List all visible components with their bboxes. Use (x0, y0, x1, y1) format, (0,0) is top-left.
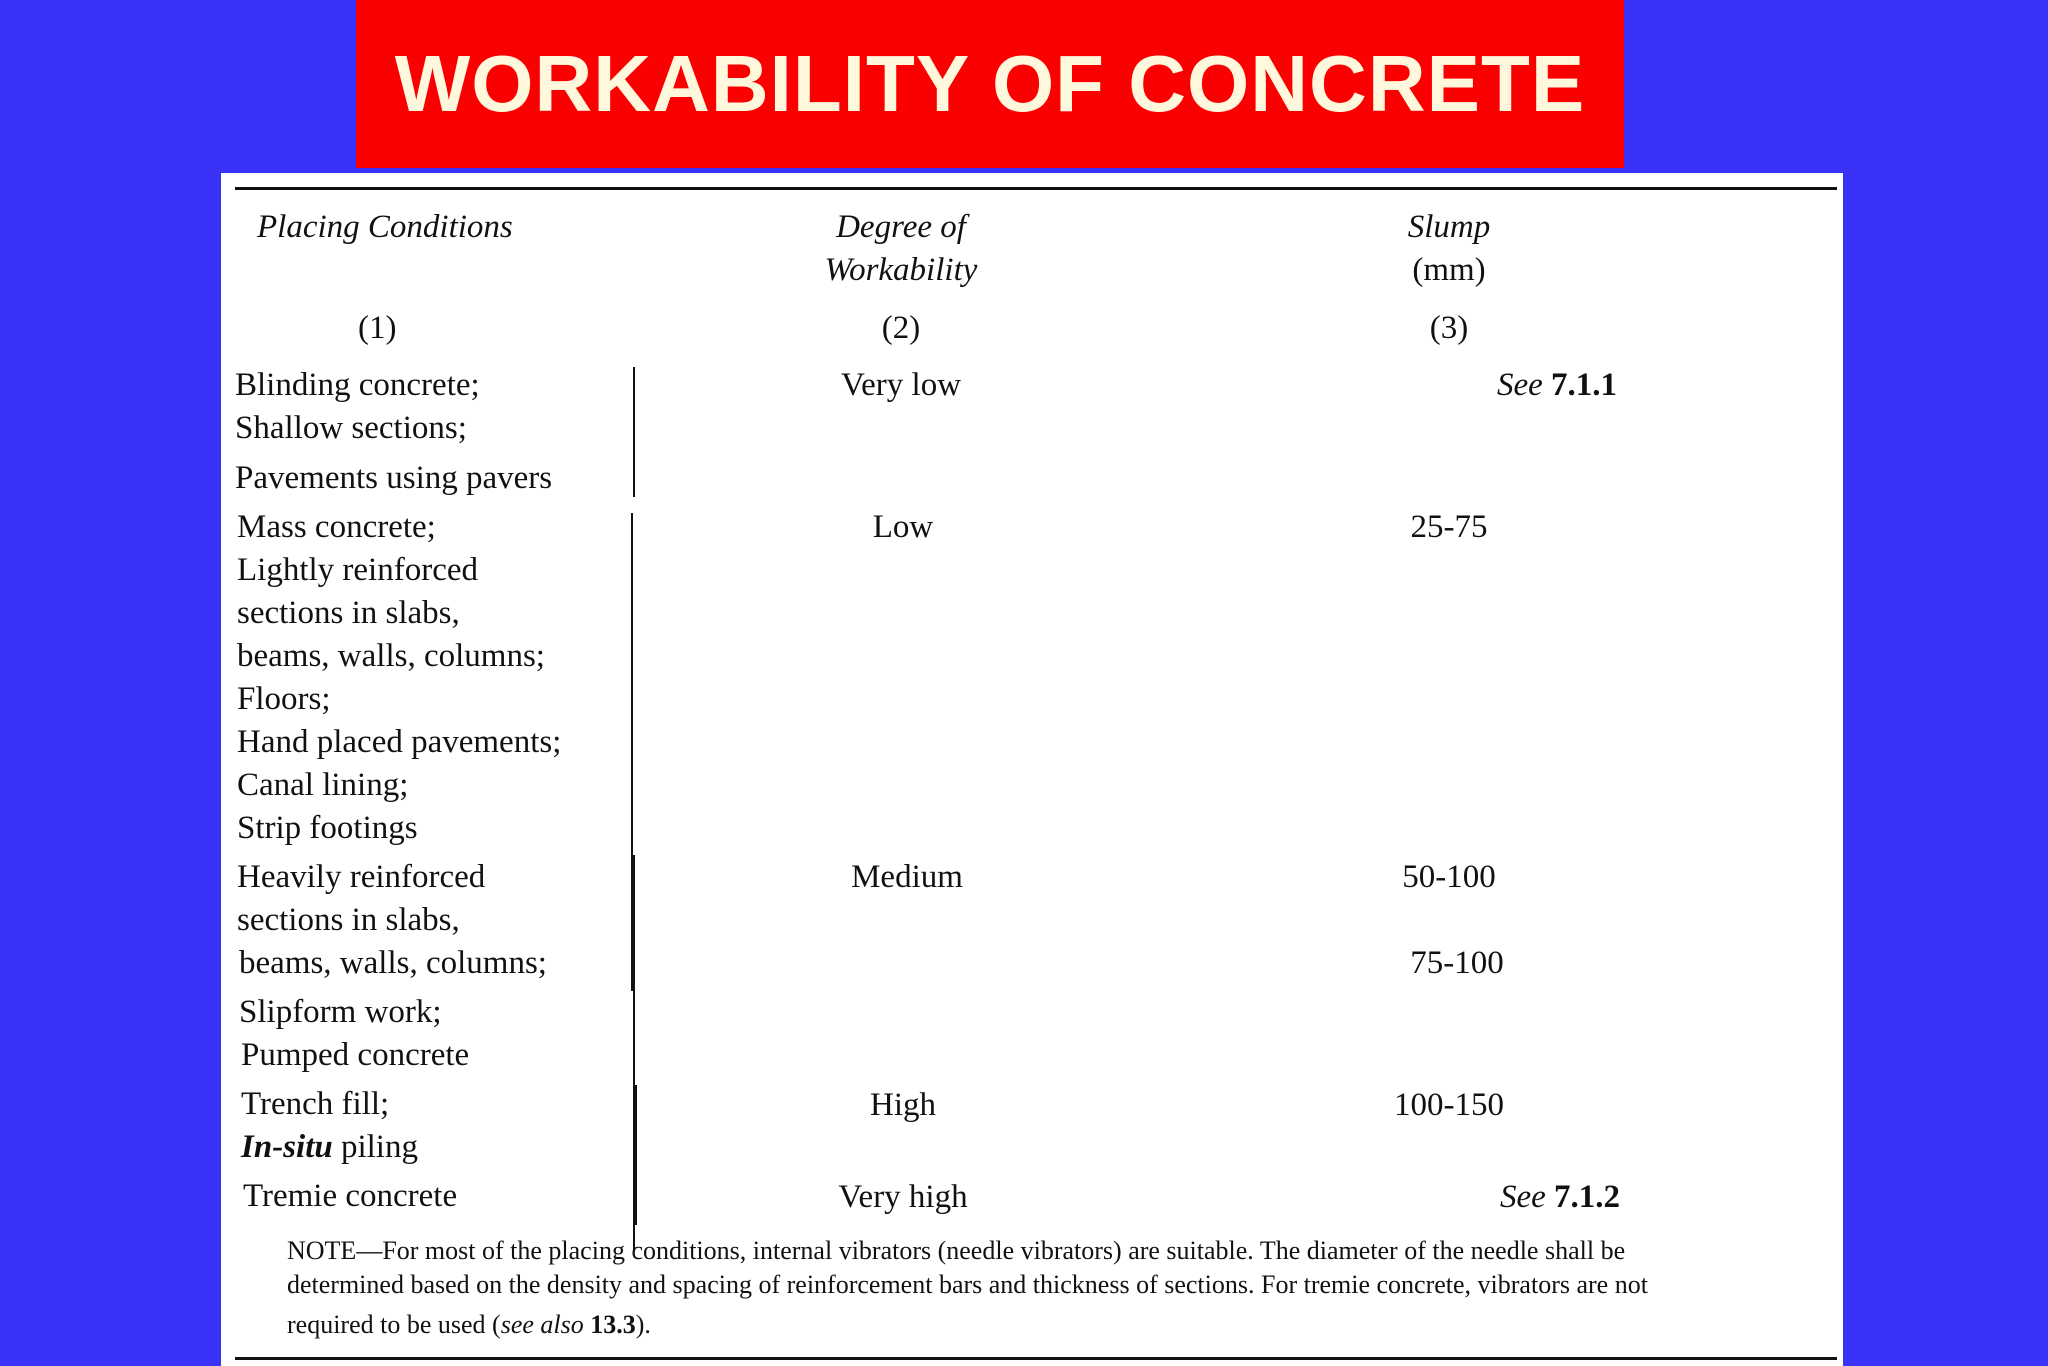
row2-condition-2: Lightly reinforced (237, 552, 478, 588)
row1-brace (627, 367, 635, 497)
header-placing-conditions: Placing Conditions (257, 209, 513, 245)
row4-slump-see: See (1500, 1179, 1546, 1215)
table-bottom-rule (235, 1357, 1837, 1360)
title-banner (356, 0, 1624, 168)
row1-condition-3: Pavements using pavers (235, 460, 553, 496)
note-ref: 13.3 (590, 1310, 636, 1339)
note-line-3a: required to be used ( (287, 1310, 501, 1339)
row3-condition-2: sections in slabs, (237, 902, 460, 938)
row4-condition-2-italic: In-situ (241, 1129, 333, 1165)
row4-condition-1: Trench fill; (241, 1086, 390, 1122)
header-degree-line2: Workability (824, 252, 978, 288)
note-line-3c: ). (635, 1310, 651, 1339)
row4-degree-2: Very high (838, 1179, 968, 1215)
row3-degree: Medium (851, 859, 963, 895)
row2-condition-5: Floors; (237, 681, 331, 717)
header-degree-line1: Degree of (836, 209, 966, 245)
header-number-1: (1) (358, 310, 397, 346)
row1-condition-2: Shallow sections; (235, 410, 467, 446)
note-line-1: NOTE—For most of the placing conditions, internal vibrators (needle vibrators) are suitable. The diameter of the needle shall be (287, 1236, 1626, 1265)
row4-condition-3: Tremie concrete (243, 1178, 458, 1214)
row1-slump (1497, 364, 1617, 407)
header-number-3: (3) (1429, 310, 1469, 346)
row2-condition-1: Mass concrete; (237, 509, 436, 545)
row4-slump-2 (1500, 1176, 1620, 1219)
row4-slump: 100-150 (1394, 1087, 1504, 1123)
row1-slump-ref: 7.1.1 (1551, 367, 1618, 403)
header-number-2: (2) (881, 310, 921, 346)
row4-degree: High (870, 1087, 936, 1123)
row3-slump: 50-100 (1402, 859, 1496, 895)
row1-degree: Very low (840, 367, 962, 403)
row4-condition-2-rest: piling (340, 1129, 418, 1165)
row2-condition-6: Hand placed pavements; (237, 724, 562, 760)
row2-condition-3: sections in slabs, (237, 595, 460, 631)
row1-slump-see: See (1497, 367, 1543, 403)
table-top-rule (235, 187, 1837, 190)
row4-condition-2 (241, 1126, 418, 1169)
row3-condition-5: Pumped concrete (241, 1037, 470, 1073)
note-line-3 (287, 1307, 1843, 1343)
row3-slump-2: 75-100 (1410, 945, 1504, 981)
header-slump-line1: Slump (1407, 209, 1491, 245)
row4-slump-ref: 7.1.2 (1554, 1179, 1621, 1215)
row3-condition-4: Slipform work; (239, 994, 442, 1030)
row3-condition-1: Heavily reinforced (237, 859, 486, 895)
row2-degree: Low (872, 509, 934, 545)
row2-condition-8: Strip footings (237, 810, 418, 846)
row2-condition-4: beams, walls, columns; (237, 638, 545, 674)
note-see-also: see also (500, 1310, 584, 1339)
row2-slump: 25-75 (1410, 509, 1488, 545)
header-slump-line2: (mm) (1412, 252, 1486, 288)
note-line-2: determined based on the density and spacing of reinforcement bars and thickness of sections. For tremie concrete, vibrators are not (287, 1270, 1648, 1299)
workability-table-image (221, 173, 1843, 1366)
row1-condition-1: Blinding concrete; (235, 367, 480, 403)
slide-title: WORKABILITY OF CONCRETE (394, 39, 1586, 128)
row4-brace (629, 1085, 637, 1225)
row2-condition-7: Canal lining; (237, 767, 409, 803)
row3-condition-3: beams, walls, columns; (239, 945, 547, 981)
